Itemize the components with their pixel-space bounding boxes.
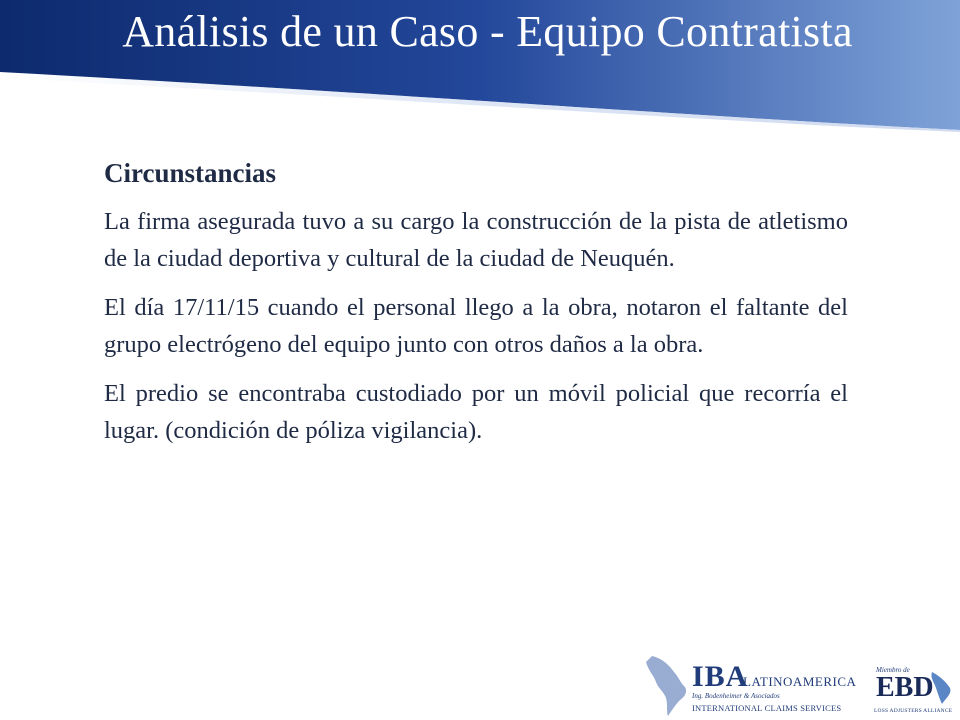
- slide-title: Análisis de un Caso - Equipo Contratista: [122, 7, 853, 56]
- footer-logos: [640, 652, 960, 720]
- paragraph: El predio se encontraba custodiado por un móvil policial que recorría el lugar. (condición de póliza vigilancia).: [104, 380, 848, 444]
- bodenheimer-text: Ing. Bodenheimer & Asociados: [692, 692, 780, 700]
- americas-map-icon: [640, 652, 700, 720]
- iba-logo-text: IBA: [692, 660, 749, 693]
- latinoamerica-text: LATINOAMERICA: [743, 674, 857, 689]
- paragraph: La firma asegurada tuvo a su cargo la construcción de la pista de atletismo de la ciudad deportiva y cultural de la ciudad de Neuquén.: [104, 208, 848, 272]
- paragraph: El día 17/11/15 cuando el personal llego a la obra, notaron el faltante del grupo electrógeno del equipo junto con otros daños a la obra.: [104, 294, 848, 358]
- ebd-map-icon: [928, 670, 958, 710]
- section-heading: Circunstancias: [104, 158, 277, 188]
- claims-services-text: INTERNATIONAL CLAIMS SERVICES: [692, 703, 842, 713]
- slide-content: [104, 158, 848, 461]
- loss-adjusters-text: LOSS ADJUSTERS ALLIANCE: [874, 708, 953, 714]
- miembro-text: Miembro de: [876, 666, 910, 674]
- ebd-logo-text: EBD: [876, 672, 934, 703]
